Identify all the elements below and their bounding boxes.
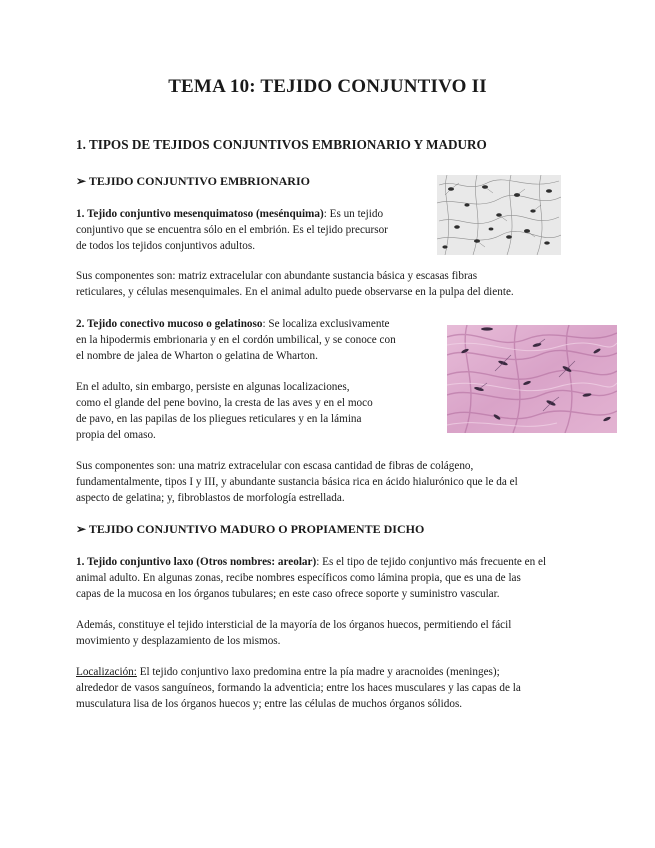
term-mucoso: 2. Tejido conectivo mucoso o gelatinoso (76, 318, 263, 330)
text-line: Sus componentes son: una matriz extracelular con escasa cantidad de fibras de colágeno, (76, 460, 474, 472)
text-line: conjuntivo que se encuentra sólo en el embrión. Es el tejido precursor (76, 224, 388, 236)
text-line: : Es un tejido (323, 208, 384, 220)
paragraph-ademas (76, 617, 596, 649)
text-line: : Se localiza exclusivamente (262, 318, 390, 330)
subheading-embrionario: ➢ TEJIDO CONJUNTIVO EMBRIONARIO (76, 174, 310, 188)
text-line: Además, constituye el tejido intersticial de la mayoría de los órganos huecos, permitiendo el fácil (76, 619, 512, 631)
term-mesenquimatoso: 1. Tejido conjuntivo mesenquimatoso (mesénquima) (76, 208, 324, 220)
text-line: musculatura lisa de los órganos huecos y; entre las células de muchos órganos sólidos. (76, 698, 463, 710)
text-line: el nombre de jalea de Wharton o gelatina de Wharton. (76, 350, 318, 362)
text-line: movimiento y desplazamiento de los mismos. (76, 635, 281, 647)
text-line: aspecto de gelatina; y, fibroblastos de morfología estrellada. (76, 492, 345, 504)
text-line: : Es el tipo de tejido conjuntivo más frecuente en el (316, 556, 547, 568)
term-laxo: 1. Tejido conjuntivo laxo (Otros nombres: areolar) (76, 556, 317, 568)
paragraph-mucoso (76, 316, 436, 364)
label-localizacion: Localización: (76, 666, 137, 678)
text-line: fundamentalmente, tipos I y III, y abundante sustancia básica rica en ácido hialurónico que le da el (76, 476, 518, 488)
text-line: En el adulto, sin embargo, persiste en algunas localizaciones, (76, 381, 350, 393)
text-line: de todos los tejidos conjuntivos adultos. (76, 240, 255, 252)
text-line: como el glande del pene bovino, la cresta de las aves y en el moco (76, 397, 373, 409)
paragraph-localizacion (76, 664, 596, 712)
text-line: animal adulto. En algunas zonas, recibe nombres específicos como lámina propia, que es una de las (76, 572, 521, 584)
text-line: Sus componentes son: matriz extracelular con abundante sustancia básica y escasas fibras (76, 270, 478, 282)
section-heading-tipos: 1. TIPOS DE TEJIDOS CONJUNTIVOS EMBRIONARIO Y MADURO (76, 137, 487, 152)
wharton-jelly-micrograph (447, 325, 617, 433)
text-line: capas de la mucosa en los órganos tubulares; en este caso ofrece soporte y suministro vascular. (76, 588, 500, 600)
page-title: TEMA 10: TEJIDO CONJUNTIVO II (168, 76, 487, 97)
text-line: propia del omaso. (76, 429, 156, 441)
paragraph-mesenquimatoso (76, 206, 436, 254)
text-line: de pavo, en las papilas de los pliegues reticulares y en la lámina (76, 413, 362, 425)
text-line: en la hipodermis embrionaria y en el cordón umbilical, y se conoce con (76, 334, 396, 346)
paragraph-componentes-mucoso (76, 458, 596, 506)
text-line: El tejido conjuntivo laxo predomina entre la pía madre y aracnoides (meninges); (136, 666, 500, 678)
subheading-maduro: ➢ TEJIDO CONJUNTIVO MADURO O PROPIAMENTE DICHO (76, 522, 425, 536)
paragraph-componentes-embrionario (76, 268, 576, 300)
paragraph-adulto (76, 379, 436, 443)
paragraph-laxo (76, 554, 596, 602)
text-line: alrededor de vasos sanguíneos, formando la adventicia; entre los haces musculares y las capas de la (76, 682, 521, 694)
mesenchyme-micrograph (437, 175, 561, 255)
text-line: reticulares, y células mesenquimales. En el animal adulto puede observarse en la pulpa del diente. (76, 286, 514, 298)
